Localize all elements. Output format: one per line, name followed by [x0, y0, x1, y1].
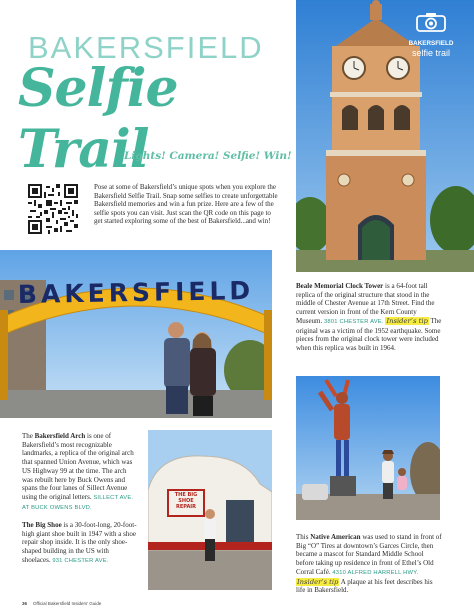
arch-body: is one of Bakersfield’s most recognizable landmarks, a replica of the original arch that spanned Union Avenue, which was US Highway 99 at the time. The arch was rebuilt here by Buck Owens and spans the four lanes of Sillect Avenue using the original letters. [22, 432, 134, 501]
native-insider-tip: Insider’s tip [297, 577, 339, 586]
tagline: Lights! Camera! Selfie! Win! [124, 150, 292, 162]
selfie-trail-badge [400, 12, 462, 70]
native-american-statue-photo [296, 376, 440, 520]
native-address: 4310 ALFRED HARRELL HWY. [332, 569, 419, 576]
page-number: 36 [22, 601, 28, 606]
page-footer [22, 601, 101, 606]
native-american-description [296, 533, 442, 595]
arch-sign-text: BAKERSFIELD [17, 275, 255, 310]
tower-body1: is a 64-foot tall replica of the original structure that stood in the middle of Chester Avenue at 17th Street. Find the current version in front of the Kern County Museum. [296, 282, 435, 325]
shoe-sign-text: THE BIG SHOE REPAIR [174, 492, 198, 510]
tower-title: Beale Memorial Clock Tower [296, 282, 384, 290]
native-body2: A plaque at his feet describes his life in Bakersfield. [296, 577, 433, 595]
publication-name: Official Bakersfield Insiders’ Guide [33, 601, 102, 606]
badge-line2: selfie trail [411, 48, 450, 58]
arch-prefix: The [22, 432, 35, 440]
tower-description [296, 282, 442, 353]
qr-code[interactable] [28, 184, 78, 234]
arch-title: Bakersfield Arch [34, 432, 86, 440]
bakersfield-arch-photo [0, 250, 272, 418]
tower-body2: The original was a victim of the 1952 earthquake. Some pieces from the original clock tower were included when this replica was built in 1964. [296, 316, 442, 352]
native-body1: was used to stand in front of Big “O” Tires at downtown’s Garces Circle, then became a mascot for Standard Middle School before taking up residence in front of Ethel’s Old Corral Café. [296, 533, 442, 576]
tower-insider-tip: Insider’s tip [386, 316, 428, 325]
tower-address: 3801 CHESTER AVE. [324, 318, 384, 325]
shoe-description [22, 521, 138, 566]
arch-description [22, 432, 138, 512]
arch-address: SILLECT AVE. AT BUCK OWENS BLVD. [22, 494, 134, 511]
big-shoe-photo [148, 430, 272, 590]
badge-line1: BAKERSFIELD [408, 40, 454, 47]
title-selfie-trail: Selfie Trail [18, 58, 178, 180]
title-bakersfield: BAKERSFIELD [28, 30, 264, 65]
intro-text: Pose at some of Bakersfield’s unique spots when you explore the Bakersfield Selfie Trail. Snap some selfies to create unforgettable Bakersfield memories and win a fun prize. Here are a few of the selfie spots you can visit. Just scan the QR code on this page to get started exploring some of the best of Bakersfield...and win! [94, 183, 278, 226]
shoe-title: The Big Shoe [22, 521, 62, 529]
shoe-body: is a 30-foot-long, 20-foot-high giant shoe built in 1947 with a shoe repair shop inside. It is the only shoe-shaped building in the US with shoelaces. [22, 521, 137, 564]
camera-icon [416, 12, 446, 32]
native-prefix: This [296, 533, 311, 541]
shoe-address: 931 CHESTER AVE. [52, 557, 109, 564]
native-title: Native American [310, 533, 361, 541]
